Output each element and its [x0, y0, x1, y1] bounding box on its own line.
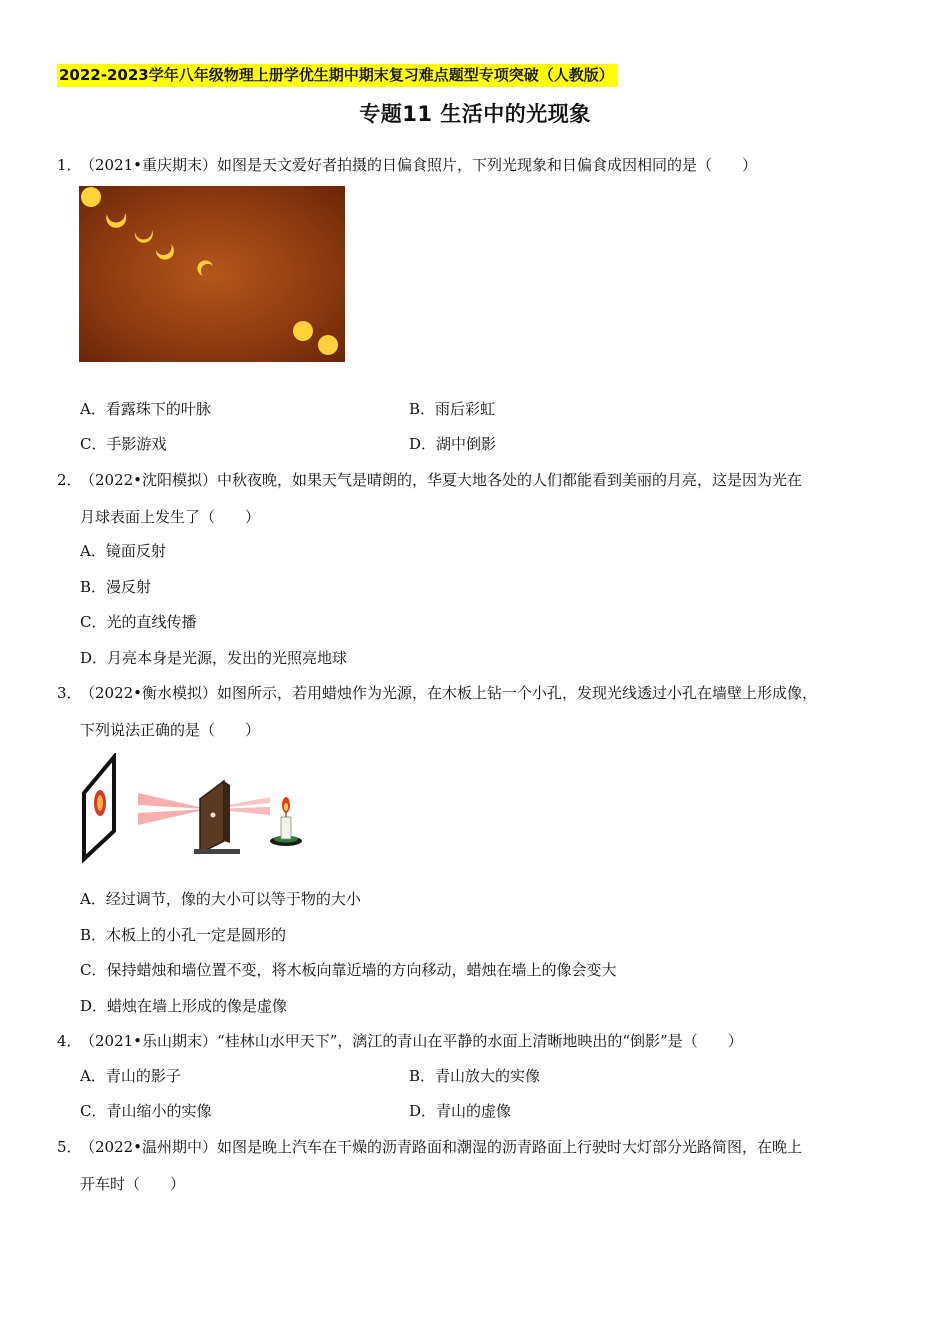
- question-3-option-d: D．蜡烛在墙上形成的像是虚像: [80, 997, 288, 1015]
- question-5-stem-line-1: （2022•温州期中）如图是晚上汽车在干燥的沥青路面和潮湿的沥青路面上行驶时大灯部分光路简图，在晚上: [80, 1138, 803, 1156]
- question-4-option-d: D．青山的虚像: [409, 1102, 512, 1120]
- question-3-number: 3．: [57, 684, 82, 702]
- question-1-option-a: A．看露珠下的叶脉: [80, 400, 211, 418]
- question-1-option-b: B．雨后彩虹: [409, 400, 496, 418]
- question-1-option-c: C．手影游戏: [80, 435, 167, 453]
- question-4-number: 4．: [57, 1032, 82, 1050]
- question-5-number: 5．: [57, 1138, 82, 1156]
- question-2-number: 2．: [57, 471, 82, 489]
- question-3-stem-line-2: 下列说法正确的是（ ）: [80, 721, 261, 739]
- question-4-option-c: C．青山缩小的实像: [80, 1102, 212, 1120]
- page-title: 专题11 生活中的光现象: [359, 102, 591, 126]
- question-1-stem: （2021•重庆期末）如图是天文爱好者拍摄的日偏食照片，下列光现象和日偏食成因相同的是（ ）: [80, 156, 758, 174]
- question-2-option-b: B．漫反射: [80, 578, 152, 596]
- question-3-option-c: C．保持蜡烛和墙位置不变，将木板向靠近墙的方向移动，蜡烛在墙上的像会变大: [80, 961, 617, 979]
- question-4-option-b: B．青山放大的实像: [409, 1067, 541, 1085]
- question-2-option-c: C．光的直线传播: [80, 613, 197, 631]
- question-2-option-d: D．月亮本身是光源，发出的光照亮地球: [80, 649, 348, 667]
- question-3-stem-line-1: （2022•衡水模拟）如图所示，若用蜡烛作为光源，在木板上钻一个小孔，发现光线透过小孔在墙壁上形成像，: [80, 684, 818, 702]
- question-4-stem: （2021•乐山期末）“桂林山水甲天下”，漓江的青山在平静的水面上清晰地映出的“倒影”是（ ）: [80, 1032, 743, 1050]
- question-2-stem-line-2: 月球表面上发生了（ ）: [80, 508, 261, 526]
- solar-eclipse-photo: [79, 186, 345, 362]
- question-1-number: 1．: [57, 156, 82, 174]
- question-3-option-a: A．经过调节，像的大小可以等于物的大小: [80, 890, 361, 908]
- document-banner: 2022-2023学年八年级物理上册学优生期中期末复习难点题型专项突破（人教版）: [57, 64, 618, 87]
- pinhole-camera-diagram: [80, 753, 305, 863]
- question-2-stem-line-1: （2022•沈阳模拟）中秋夜晚，如果天气是晴朗的，华夏大地各处的人们都能看到美丽的月亮，这是因为光在: [80, 471, 803, 489]
- question-1-option-d: D．湖中倒影: [409, 435, 497, 453]
- question-4-option-a: A．青山的影子: [80, 1067, 181, 1085]
- question-3-option-b: B．木板上的小孔一定是圆形的: [80, 926, 287, 944]
- question-5-stem-line-2: 开车时（ ）: [80, 1175, 186, 1193]
- question-2-option-a: A．镜面反射: [80, 542, 166, 560]
